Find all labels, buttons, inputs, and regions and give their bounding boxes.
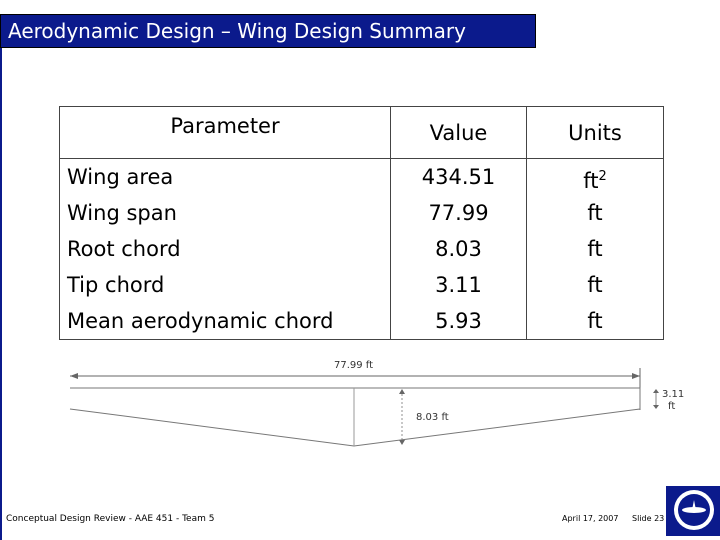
header-parameter: Parameter — [60, 107, 391, 159]
unit-wing-span: ft — [587, 201, 603, 225]
footer-course-label: Conceptual Design Review - AAE 451 - Team 5 — [6, 514, 215, 524]
value-tip-chord: 3.11 — [435, 273, 482, 297]
left-accent-rule — [0, 48, 2, 540]
param-mac: Mean aerodynamic chord — [67, 309, 334, 333]
value-wing-area: 434.51 — [421, 165, 496, 189]
unit-tip-chord: ft — [587, 273, 603, 297]
wing-parameters-table — [59, 106, 664, 340]
title-bar — [0, 14, 536, 48]
unit-wing-area — [527, 159, 663, 195]
value-mac: 5.93 — [435, 309, 482, 333]
footer-date: April 17, 2007 — [562, 514, 619, 523]
param-root-chord: Root chord — [67, 237, 181, 261]
team-logo-icon — [666, 478, 720, 536]
tip-arrow-top — [653, 389, 659, 393]
unit-text: ft — [583, 169, 599, 193]
tip-arrow-bottom — [653, 405, 659, 409]
table-body-row — [60, 159, 664, 340]
param-wing-span: Wing span — [67, 201, 177, 225]
unit-root-chord: ft — [587, 237, 603, 261]
span-dimension-label: 77.99 ft — [334, 360, 374, 371]
header-units: Units — [527, 107, 664, 159]
span-arrow-left — [70, 373, 78, 379]
header-value: Value — [391, 107, 527, 159]
tip-chord-label-line2: ft — [668, 401, 676, 412]
table-header-row — [60, 107, 664, 159]
value-column — [391, 159, 527, 340]
footer-slide-number: Slide 23 — [632, 514, 665, 523]
span-arrow-right — [632, 373, 640, 379]
tip-chord-label-line1: 3.11 — [662, 389, 685, 400]
unit-mac: ft — [587, 309, 603, 333]
root-arrow-bottom — [399, 440, 405, 445]
root-chord-label: 8.03 ft — [416, 412, 449, 423]
wing-outline — [70, 388, 640, 446]
value-root-chord: 8.03 — [435, 237, 482, 261]
param-tip-chord: Tip chord — [67, 273, 165, 297]
root-arrow-top — [399, 389, 405, 394]
parameter-column — [60, 159, 391, 340]
unit-superscript: 2 — [598, 169, 607, 184]
units-column — [527, 159, 664, 340]
wing-planform-diagram — [0, 340, 720, 460]
param-wing-area: Wing area — [67, 165, 174, 189]
slide-title: Aerodynamic Design – Wing Design Summary — [8, 19, 466, 43]
value-wing-span: 77.99 — [428, 201, 489, 225]
